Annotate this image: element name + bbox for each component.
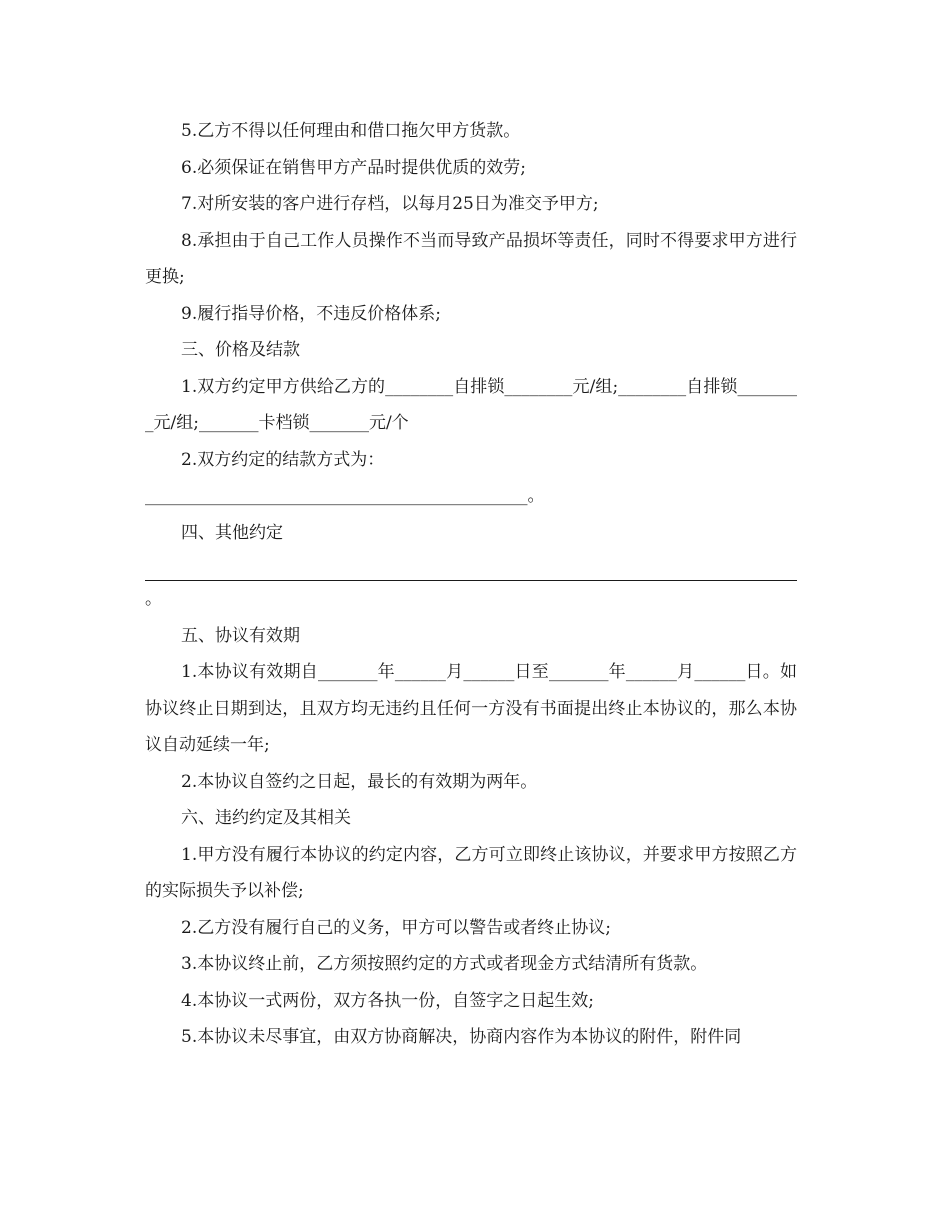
clause-9-guide-price: 9.履行指导价格，不违反价格体系; [181, 303, 441, 324]
section-heading-price-settlement: 三、价格及结款 [181, 340, 300, 360]
price-clause-1: 1.双方约定甲方供给乙方的________自排锁________元/组;________自排锁________元/组;_______卡档锁_______元/个 [145, 376, 797, 433]
clause-7-customer-records: 7.对所安装的客户进行存档，以每月25日为准交予甲方; [181, 194, 599, 214]
section-heading-validity: 五、协议有效期 [181, 625, 300, 646]
settlement-blank-line: _____________________________________________。 [145, 486, 545, 506]
clause-5-no-arrears: 5.乙方不得以任何理由和借口拖欠甲方货款。 [181, 121, 521, 141]
breach-clause-5: 5.本协议未尽事宜，由双方协商解决，协商内容作为本协议的附件，附件同 [181, 1027, 742, 1047]
price-clause-2: 2.双方约定的结款方式为： [181, 449, 385, 470]
breach-clause-4: 4.本协议一式两份，双方各执一份，自签字之日起生效; [181, 990, 594, 1011]
other-terms-rule-line [145, 551, 797, 581]
section-heading-breach: 六、违约约定及其相关 [181, 808, 351, 828]
validity-clause-1: 1.本协议有效期自_______年______月______日至_______年______月______日。如协议终止日期到达，且双方均无违约且任何一方没有书面提出终止本协议的，那么本协议自动延续一年; [145, 662, 797, 755]
document-body [145, 113, 797, 1056]
validity-clause-2: 2.本协议自签约之日起，最长的有效期为两年。 [181, 771, 538, 792]
breach-clause-1: 1.甲方没有履行本协议的约定内容，乙方可立即终止该协议，并要求甲方按照乙方的实际损失予以补偿; [145, 844, 797, 901]
breach-clause-2: 2.乙方没有履行自己的义务，甲方可以警告或者终止协议; [181, 917, 611, 938]
section-heading-other-terms: 四、其他约定 [181, 522, 283, 543]
clause-6-quality-service: 6.必须保证在销售甲方产品时提供优质的效劳; [181, 157, 526, 178]
other-terms-end: 。 [145, 589, 162, 609]
clause-8-damage-liability: 8.承担由于自己工作人员操作不当而导致产品损坏等责任，同时不得要求甲方进行更换; [145, 230, 797, 287]
breach-clause-3: 3.本协议终止前，乙方须按照约定的方式或者现金方式结清所有货款。 [181, 954, 708, 974]
